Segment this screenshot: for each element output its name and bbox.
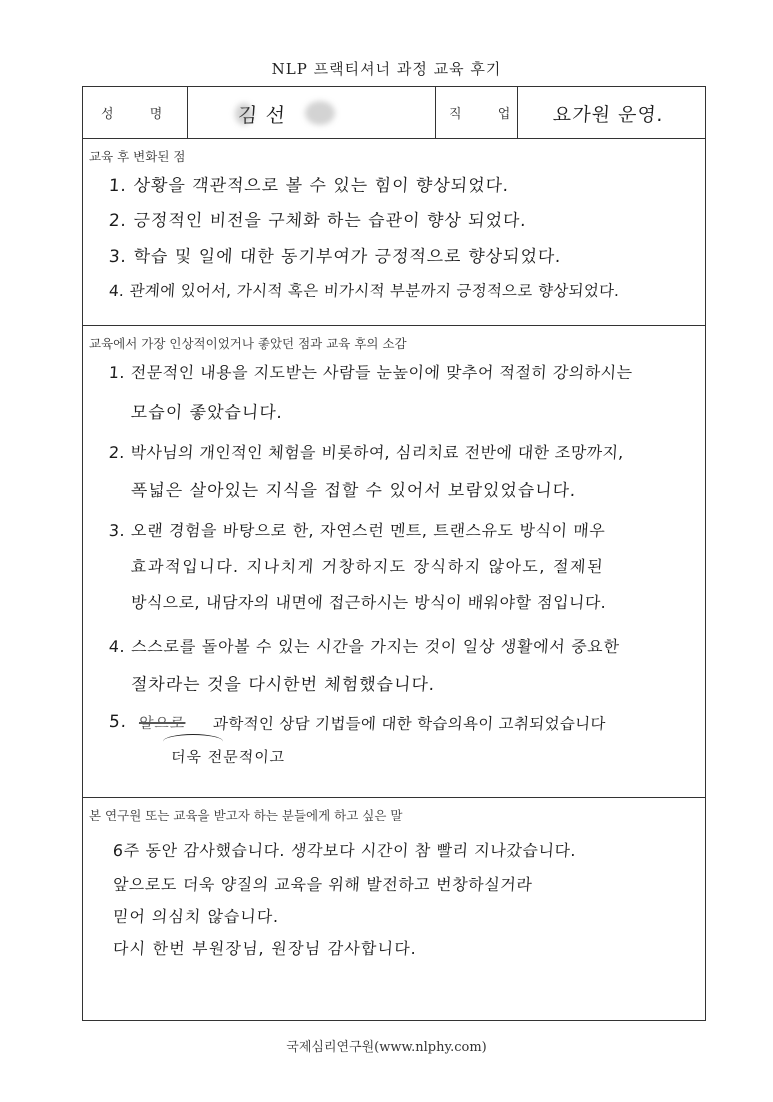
handwritten-line: 1. 전문적인 내용을 지도받는 사람들 눈높이에 맞추어 적절히 강의하시는 xyxy=(108,363,634,382)
divider xyxy=(517,87,518,139)
divider xyxy=(187,87,188,139)
struck-text: 알으로 xyxy=(138,714,187,732)
handwritten-line: 방식으로, 내담자의 내면에 접근하시는 방식이 배워야할 점입니다. xyxy=(130,593,608,612)
handwritten-line: 모습이 좋았습니다. xyxy=(130,403,284,423)
handwritten-line: 4. 스스로를 돌아볼 수 있는 시간을 가지는 것이 일상 생활에서 중요한 xyxy=(108,637,621,656)
name-redaction xyxy=(235,103,253,125)
handwritten-line: 2. 박사님의 개인적인 체험을 비롯하여, 심리치료 전반에 대한 조망까지, xyxy=(108,443,625,462)
name-value: 김 선 xyxy=(237,103,287,127)
document-title: NLP 프랙티셔너 과정 교육 후기 xyxy=(271,60,502,78)
handwritten-line: 1. 상황을 객관적으로 볼 수 있는 힘이 향상되었다. xyxy=(108,176,510,196)
name-redaction xyxy=(305,101,335,125)
changes-section xyxy=(83,139,705,326)
handwritten-line-number: 5. xyxy=(108,712,128,732)
handwritten-line: 과학적인 상담 기법들에 대한 학습의욕이 고취되었습니다 xyxy=(212,715,607,733)
impressions-section xyxy=(83,326,705,798)
handwritten-line: 다시 한번 부원장님, 원장님 감사합니다. xyxy=(112,939,418,958)
handwritten-line: 3. 오랜 경험을 바탕으로 한, 자연스런 멘트, 트랜스유도 방식이 매우 xyxy=(108,521,607,540)
info-row xyxy=(83,87,705,139)
name-label: 성 명 xyxy=(101,107,179,122)
handwritten-line: 절차라는 것을 다시한번 체험했습니다. xyxy=(130,675,436,695)
handwritten-line: 4. 관계에 있어서, 가시적 혹은 비가시적 부분까지 긍정적으로 향상되었다. xyxy=(108,282,621,300)
divider xyxy=(435,87,436,139)
message-section xyxy=(83,798,705,1020)
job-value: 요가원 운영. xyxy=(552,104,665,126)
handwritten-line: 6주 동안 감사했습니다. 생각보다 시간이 참 빨리 지나갔습니다. xyxy=(112,841,577,860)
handwritten-line: 믿어 의심치 않습니다. xyxy=(112,907,280,926)
footer-institute: 국제심리연구원(www.nlphy.com) xyxy=(286,1040,487,1055)
handwritten-line: 앞으로도 더욱 양질의 교육을 위해 발전하고 번창하실거라 xyxy=(112,875,534,894)
handwritten-line: 3. 학습 및 일에 대한 동기부여가 긍정적으로 향상되었다. xyxy=(108,247,563,267)
section-heading: 본 연구원 또는 교육을 받고자 하는 분들에게 하고 싶은 말 xyxy=(89,808,403,823)
job-label: 직 업 xyxy=(449,107,527,122)
handwritten-line: 2. 긍정적인 비전을 구체화 하는 습관이 향상 되었다. xyxy=(108,211,528,231)
inserted-text: 더욱 전문적이고 xyxy=(170,748,286,766)
review-form xyxy=(82,86,706,1021)
section-heading: 교육 후 변화된 점 xyxy=(89,149,186,164)
handwritten-line: 효과적입니다. 지나치게 거창하지도 장식하지 않아도, 절제된 xyxy=(130,557,605,576)
handwritten-line: 폭넓은 살아있는 지식을 접할 수 있어서 보람있었습니다. xyxy=(130,481,578,501)
section-heading: 교육에서 가장 인상적이었거나 좋았던 점과 교육 후의 소감 xyxy=(89,336,407,351)
